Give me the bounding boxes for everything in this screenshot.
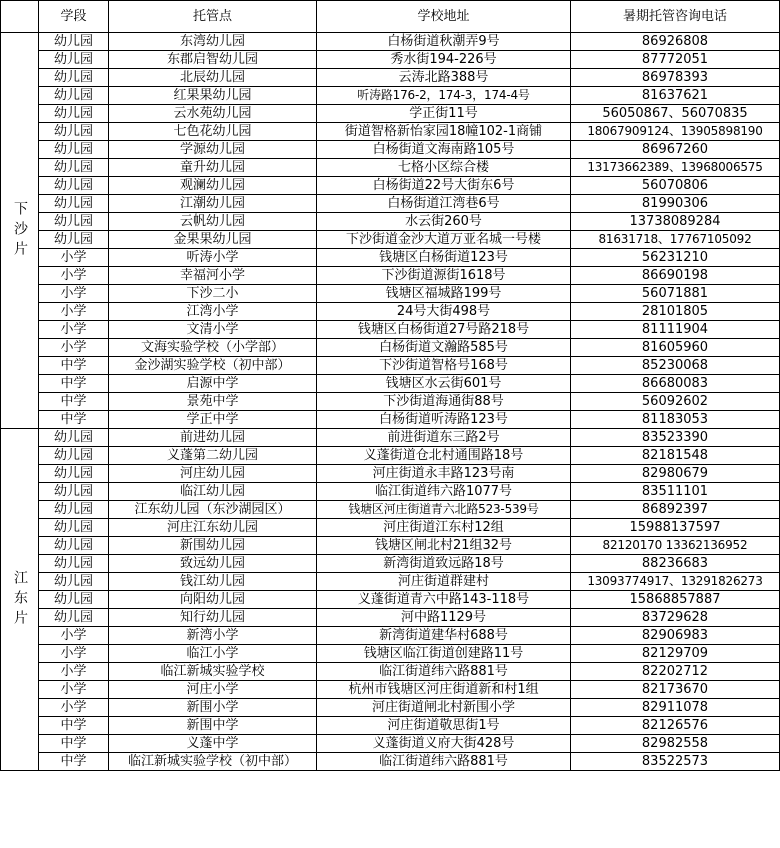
header-phone: 暑期托管咨询电话	[571, 1, 780, 33]
table-row	[1, 573, 780, 591]
phone-cell: 83522573	[571, 753, 780, 771]
phone-cell: 86967260	[571, 141, 780, 159]
site-cell: 新围小学	[109, 699, 317, 717]
phone-cell: 88236683	[571, 555, 780, 573]
table-row	[1, 519, 780, 537]
site-cell: 河庄江东幼儿园	[109, 519, 317, 537]
site-cell: 临江小学	[109, 645, 317, 663]
stage-cell: 小学	[39, 285, 109, 303]
stage-cell: 小学	[39, 267, 109, 285]
site-cell: 下沙二小	[109, 285, 317, 303]
table-body	[1, 33, 780, 771]
address-cell: 河庄街道敬思街1号	[317, 717, 571, 735]
address-cell: 云涛北路388号	[317, 69, 571, 87]
phone-cell: 82173670	[571, 681, 780, 699]
address-cell: 秀水街194-226号	[317, 51, 571, 69]
phone-cell: 56071881	[571, 285, 780, 303]
stage-cell: 幼儿园	[39, 87, 109, 105]
stage-cell: 幼儿园	[39, 105, 109, 123]
site-cell: 江湾小学	[109, 303, 317, 321]
site-cell: 金果果幼儿园	[109, 231, 317, 249]
address-cell: 下沙街道源街1618号	[317, 267, 571, 285]
stage-cell: 幼儿园	[39, 609, 109, 627]
phone-cell: 13173662389、13968006575	[571, 159, 780, 177]
phone-cell: 81111904	[571, 321, 780, 339]
site-cell: 临江幼儿园	[109, 483, 317, 501]
site-cell: 景苑中学	[109, 393, 317, 411]
table-row	[1, 663, 780, 681]
address-cell: 新湾街道致远路18号	[317, 555, 571, 573]
phone-cell: 86978393	[571, 69, 780, 87]
site-cell: 江东幼儿园（东沙湖园区）	[109, 501, 317, 519]
address-cell: 河庄街道闸北村新围小学	[317, 699, 571, 717]
stage-cell: 小学	[39, 699, 109, 717]
phone-cell: 13738089284	[571, 213, 780, 231]
table-row	[1, 645, 780, 663]
phone-cell: 56070806	[571, 177, 780, 195]
address-cell: 河庄街道永丰路123号南	[317, 465, 571, 483]
stage-cell: 幼儿园	[39, 141, 109, 159]
header-stage: 学段	[39, 1, 109, 33]
table-row	[1, 213, 780, 231]
stage-cell: 幼儿园	[39, 213, 109, 231]
stage-cell: 幼儿园	[39, 501, 109, 519]
table-row	[1, 105, 780, 123]
address-cell: 河庄街道江东村12组	[317, 519, 571, 537]
address-cell: 新湾街道建华村688号	[317, 627, 571, 645]
table-row	[1, 447, 780, 465]
phone-cell: 82120170 13362136952	[571, 537, 780, 555]
phone-cell: 82181548	[571, 447, 780, 465]
site-cell: 河庄小学	[109, 681, 317, 699]
table-row	[1, 411, 780, 429]
stage-cell: 幼儿园	[39, 555, 109, 573]
stage-cell: 幼儿园	[39, 465, 109, 483]
table-row	[1, 339, 780, 357]
stage-cell: 中学	[39, 753, 109, 771]
table-row	[1, 321, 780, 339]
address-cell: 前进街道东三路2号	[317, 429, 571, 447]
phone-cell: 87772051	[571, 51, 780, 69]
stage-cell: 小学	[39, 645, 109, 663]
address-cell: 街道智格新怡家园18幢102-1商铺	[317, 123, 571, 141]
phone-cell: 82980679	[571, 465, 780, 483]
stage-cell: 小学	[39, 627, 109, 645]
phone-cell: 81637621	[571, 87, 780, 105]
table-row	[1, 87, 780, 105]
table-row	[1, 753, 780, 771]
address-cell: 钱塘区福城路199号	[317, 285, 571, 303]
site-cell: 临江新城实验学校	[109, 663, 317, 681]
site-cell: 新围幼儿园	[109, 537, 317, 555]
site-cell: 北辰幼儿园	[109, 69, 317, 87]
address-cell: 下沙街道金沙大道万亚名城一号楼	[317, 231, 571, 249]
stage-cell: 中学	[39, 411, 109, 429]
stage-cell: 中学	[39, 717, 109, 735]
stage-cell: 中学	[39, 375, 109, 393]
header-region	[1, 1, 39, 33]
table-row	[1, 735, 780, 753]
site-cell: 云帆幼儿园	[109, 213, 317, 231]
site-cell: 东郡启智幼儿园	[109, 51, 317, 69]
table-row	[1, 609, 780, 627]
table-row	[1, 357, 780, 375]
table-row	[1, 177, 780, 195]
table-row	[1, 285, 780, 303]
table-row	[1, 393, 780, 411]
phone-cell: 81605960	[571, 339, 780, 357]
site-cell: 义蓬中学	[109, 735, 317, 753]
table-row	[1, 429, 780, 447]
phone-cell: 82911078	[571, 699, 780, 717]
stage-cell: 幼儿园	[39, 195, 109, 213]
table-row	[1, 303, 780, 321]
site-cell: 听涛小学	[109, 249, 317, 267]
address-cell: 白杨街道文瀚路585号	[317, 339, 571, 357]
site-cell: 临江新城实验学校（初中部）	[109, 753, 317, 771]
phone-cell: 83523390	[571, 429, 780, 447]
stage-cell: 幼儿园	[39, 159, 109, 177]
stage-cell: 小学	[39, 321, 109, 339]
phone-cell: 15868857887	[571, 591, 780, 609]
stage-cell: 中学	[39, 735, 109, 753]
phone-cell: 86690198	[571, 267, 780, 285]
site-cell: 河庄幼儿园	[109, 465, 317, 483]
site-cell: 新湾小学	[109, 627, 317, 645]
table-row	[1, 717, 780, 735]
stage-cell: 中学	[39, 357, 109, 375]
phone-cell: 82906983	[571, 627, 780, 645]
stage-cell: 幼儿园	[39, 123, 109, 141]
stage-cell: 小学	[39, 303, 109, 321]
phone-cell: 82982558	[571, 735, 780, 753]
phone-cell: 81183053	[571, 411, 780, 429]
stage-cell: 幼儿园	[39, 483, 109, 501]
table-row	[1, 51, 780, 69]
address-cell: 钱塘区临江街道创建路11号	[317, 645, 571, 663]
table-row	[1, 699, 780, 717]
address-cell: 下沙街道海通街88号	[317, 393, 571, 411]
site-cell: 知行幼儿园	[109, 609, 317, 627]
table-row	[1, 123, 780, 141]
phone-cell: 81631718、17767105092	[571, 231, 780, 249]
site-cell: 钱江幼儿园	[109, 573, 317, 591]
site-cell: 启源中学	[109, 375, 317, 393]
header-site: 托管点	[109, 1, 317, 33]
address-cell: 学正街11号	[317, 105, 571, 123]
phone-cell: 86680083	[571, 375, 780, 393]
address-cell: 杭州市钱塘区河庄街道新和村1组	[317, 681, 571, 699]
address-cell: 临江街道纬六路881号	[317, 663, 571, 681]
phone-cell: 56050867、56070835	[571, 105, 780, 123]
phone-cell: 81990306	[571, 195, 780, 213]
address-cell: 钱塘区白杨街道27号路218号	[317, 321, 571, 339]
phone-cell: 86892397	[571, 501, 780, 519]
table-row	[1, 627, 780, 645]
phone-cell: 82202712	[571, 663, 780, 681]
phone-cell: 13093774917、13291826273	[571, 573, 780, 591]
site-cell: 学源幼儿园	[109, 141, 317, 159]
address-cell: 白杨街道听涛路123号	[317, 411, 571, 429]
table-row	[1, 555, 780, 573]
site-cell: 金沙湖实验学校（初中部）	[109, 357, 317, 375]
stage-cell: 幼儿园	[39, 177, 109, 195]
site-cell: 前进幼儿园	[109, 429, 317, 447]
stage-cell: 幼儿园	[39, 591, 109, 609]
address-cell: 河中路1129号	[317, 609, 571, 627]
phone-cell: 56231210	[571, 249, 780, 267]
address-cell: 钱塘区水云街601号	[317, 375, 571, 393]
address-cell: 钱塘区白杨街道123号	[317, 249, 571, 267]
table-row	[1, 375, 780, 393]
phone-cell: 83511101	[571, 483, 780, 501]
table-row	[1, 141, 780, 159]
site-cell: 七色花幼儿园	[109, 123, 317, 141]
address-cell: 临江街道纬六路881号	[317, 753, 571, 771]
stage-cell: 幼儿园	[39, 573, 109, 591]
address-cell: 下沙街道智格号168号	[317, 357, 571, 375]
site-cell: 江潮幼儿园	[109, 195, 317, 213]
stage-cell: 小学	[39, 249, 109, 267]
header-address: 学校地址	[317, 1, 571, 33]
table-row	[1, 69, 780, 87]
stage-cell: 小学	[39, 663, 109, 681]
address-cell: 白杨街道22号大街东6号	[317, 177, 571, 195]
site-cell: 致远幼儿园	[109, 555, 317, 573]
stage-cell: 幼儿园	[39, 519, 109, 537]
address-cell: 白杨街道文海南路105号	[317, 141, 571, 159]
stage-cell: 幼儿园	[39, 537, 109, 555]
address-cell: 义蓬街道青六中路143-118号	[317, 591, 571, 609]
table-row	[1, 249, 780, 267]
table-row	[1, 681, 780, 699]
phone-cell: 85230068	[571, 357, 780, 375]
phone-cell: 86926808	[571, 33, 780, 51]
stage-cell: 中学	[39, 393, 109, 411]
address-cell: 钱塘区河庄街道青六北路523-539号	[317, 501, 571, 519]
address-cell: 24号大街498号	[317, 303, 571, 321]
site-cell: 文清小学	[109, 321, 317, 339]
stage-cell: 幼儿园	[39, 231, 109, 249]
phone-cell: 15988137597	[571, 519, 780, 537]
table-row	[1, 483, 780, 501]
region-cell: 江东片	[1, 429, 39, 771]
phone-cell: 56092602	[571, 393, 780, 411]
address-cell: 白杨街道江湾巷6号	[317, 195, 571, 213]
address-cell: 钱塘区闸北村21组32号	[317, 537, 571, 555]
stage-cell: 幼儿园	[39, 69, 109, 87]
table-row	[1, 465, 780, 483]
stage-cell: 幼儿园	[39, 33, 109, 51]
site-cell: 幸福河小学	[109, 267, 317, 285]
address-cell: 河庄街道群建村	[317, 573, 571, 591]
address-cell: 水云街260号	[317, 213, 571, 231]
phone-cell: 83729628	[571, 609, 780, 627]
site-cell: 红果果幼儿园	[109, 87, 317, 105]
phone-cell: 82126576	[571, 717, 780, 735]
stage-cell: 幼儿园	[39, 429, 109, 447]
table-row	[1, 33, 780, 51]
site-cell: 向阳幼儿园	[109, 591, 317, 609]
table-row	[1, 501, 780, 519]
site-cell: 义蓬第二幼儿园	[109, 447, 317, 465]
stage-cell: 小学	[39, 681, 109, 699]
site-cell: 文海实验学校（小学部）	[109, 339, 317, 357]
phone-cell: 18067909124、13905898190	[571, 123, 780, 141]
site-cell: 云水苑幼儿园	[109, 105, 317, 123]
site-cell: 东湾幼儿园	[109, 33, 317, 51]
stage-cell: 幼儿园	[39, 51, 109, 69]
phone-cell: 82129709	[571, 645, 780, 663]
address-cell: 白杨街道秋潮弄9号	[317, 33, 571, 51]
address-cell: 七格小区综合楼	[317, 159, 571, 177]
table-row	[1, 231, 780, 249]
site-cell: 童升幼儿园	[109, 159, 317, 177]
address-cell: 临江街道纬六路1077号	[317, 483, 571, 501]
address-cell: 义蓬街道义府大街428号	[317, 735, 571, 753]
header-row	[1, 1, 780, 33]
table-row	[1, 195, 780, 213]
site-cell: 观澜幼儿园	[109, 177, 317, 195]
address-cell: 听涛路176-2，174-3，174-4号	[317, 87, 571, 105]
region-cell: 下沙片	[1, 33, 39, 429]
table-row	[1, 267, 780, 285]
address-cell: 义蓬街道仓北村通围路18号	[317, 447, 571, 465]
table-row	[1, 591, 780, 609]
table-row	[1, 537, 780, 555]
phone-cell: 28101805	[571, 303, 780, 321]
site-cell: 新围中学	[109, 717, 317, 735]
table-row	[1, 159, 780, 177]
stage-cell: 小学	[39, 339, 109, 357]
stage-cell: 幼儿园	[39, 447, 109, 465]
site-cell: 学正中学	[109, 411, 317, 429]
